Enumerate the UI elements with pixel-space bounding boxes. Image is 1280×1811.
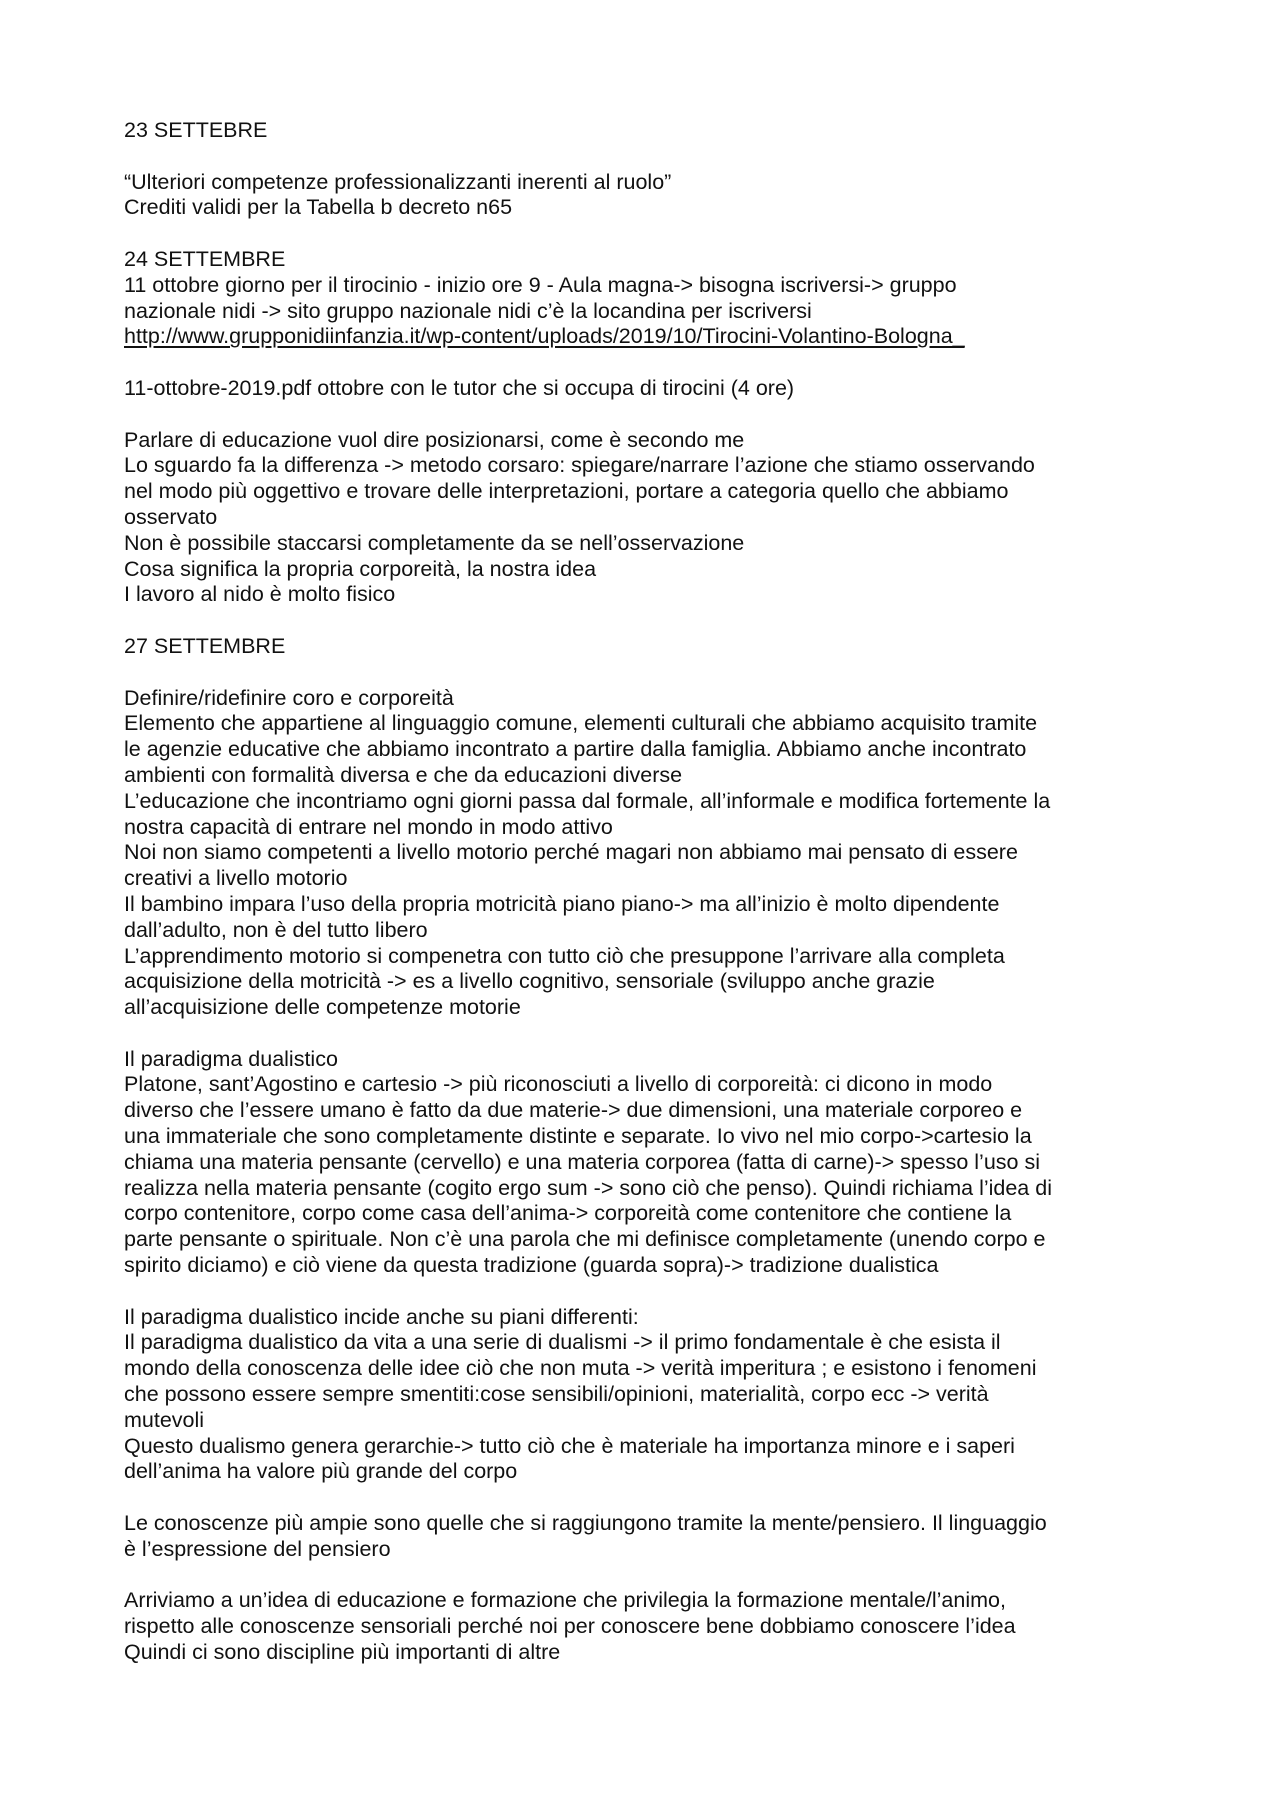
- text-line: Quindi ci sono discipline più importanti di altre: [124, 1640, 561, 1665]
- text-line: Il paradigma dualistico da vita a una serie di dualismi -> il primo fondamentale è che esista il: [124, 1330, 1001, 1355]
- blank-line: [124, 1021, 1184, 1047]
- text-line: Non è possibile staccarsi completamente da se nell’osservazione: [124, 530, 745, 555]
- text-line: ambienti con formalità diversa e che da educazioni diverse: [124, 762, 683, 787]
- text-line: diverso che l’essere umano è fatto da due materie-> due dimensioni, una materiale corporeo e: [124, 1098, 1023, 1123]
- blank-line: [124, 1485, 1184, 1511]
- blank-line: [124, 1279, 1184, 1305]
- text-line: Il bambino impara l’uso della propria motricità piano piano-> ma all’inizio è molto dipendente: [124, 891, 1000, 916]
- tirocinio-link[interactable]: http://www.grupponidiinfanzia.it/wp-content/uploads/2019/10/Tirocini-Volantino-Bologna_: [124, 324, 965, 349]
- text-line: Arriviamo a un’idea di educazione e formazione che privilegia la formazione mentale/l’animo,: [124, 1588, 1006, 1613]
- text-line: corpo contenitore, corpo come casa dell’anima-> corporeità come contenitore che contiene la: [124, 1201, 1012, 1226]
- text-line: Definire/ridefinire coro e corporeità: [124, 685, 454, 710]
- section-title: Il paradigma dualistico: [124, 1046, 338, 1071]
- heading-date: 27 SETTEMBRE: [124, 633, 286, 658]
- text-line: Il paradigma dualistico incide anche su piani differenti:: [124, 1304, 639, 1329]
- text-line: realizza nella materia pensante (cogito ergo sum -> sono ciò che penso). Quindi richiama l’idea di: [124, 1175, 1052, 1200]
- text-line: 11 ottobre giorno per il tirocinio - inizio ore 9 - Aula magna-> bisogna iscriversi-> gruppo: [124, 272, 957, 297]
- text-line: 11-ottobre-2019.pdf ottobre con le tutor che si occupa di tirocini (4 ore): [124, 375, 795, 400]
- text-line: nazionale nidi -> sito gruppo nazionale nidi c’è la locandina per iscriversi: [124, 298, 812, 323]
- blank-line: [124, 660, 1184, 686]
- text-line: Questo dualismo genera gerarchie-> tutto ciò che è materiale ha importanza minore e i saperi: [124, 1433, 1015, 1458]
- heading-date: 24 SETTEMBRE: [124, 246, 286, 271]
- text-line: mutevoli: [124, 1407, 205, 1432]
- text-line: creativi a livello motorio: [124, 866, 348, 891]
- blank-line: [124, 608, 1184, 634]
- text-line: L’apprendimento motorio si compenetra con tutto ciò che presuppone l’arrivare alla completa: [124, 943, 1005, 968]
- text-line: L’educazione che incontriamo ogni giorni passa dal formale, all’informale e modifica fortemente la: [124, 788, 1051, 813]
- blank-line: [124, 221, 1184, 247]
- text-line: all’acquisizione delle competenze motorie: [124, 995, 521, 1020]
- text-line: che possono essere sempre smentiti:cose sensibili/opinioni, materialità, corpo ecc -> verità: [124, 1382, 989, 1407]
- text-line: nel modo più oggettivo e trovare delle interpretazioni, portare a categoria quello che abbiamo: [124, 479, 1009, 504]
- text-line: nostra capacità di entrare nel mondo in modo attivo: [124, 814, 613, 839]
- heading-date: 23 SETTEBRE: [124, 118, 268, 142]
- text-line: dell’anima ha valore più grande del corpo: [124, 1459, 518, 1484]
- text-line: una immateriale che sono completamente distinte e separate. Io vivo nel mio corpo->cartesio la: [124, 1124, 1032, 1149]
- text-line: Lo sguardo fa la differenza -> metodo corsaro: spiegare/narrare l’azione che stiamo osservando: [124, 453, 1035, 478]
- text-line: dall’adulto, non è del tutto libero: [124, 917, 428, 942]
- text-line: Elemento che appartiene al linguaggio comune, elementi culturali che abbiamo acquisito tramite: [124, 711, 1038, 736]
- blank-line: [124, 402, 1184, 428]
- text-line: le agenzie educative che abbiamo incontrato a partire dalla famiglia. Abbiamo anche incontrato: [124, 737, 1027, 762]
- text-line: parte pensante o spirituale. Non c’è una parola che mi definisce completamente (unendo corpo e: [124, 1227, 1046, 1252]
- text-line: Parlare di educazione vuol dire posizionarsi, come è secondo me: [124, 427, 745, 452]
- blank-line: [124, 1563, 1184, 1589]
- text-line: I lavoro al nido è molto fisico: [124, 582, 396, 607]
- text-line: osservato: [124, 504, 218, 529]
- text-line: rispetto alle conoscenze sensoriali perché noi per conoscere bene dobbiamo conoscere l’idea: [124, 1614, 1016, 1639]
- text-line: Noi non siamo competenti a livello motorio perché magari non abbiamo mai pensato di essere: [124, 840, 1018, 865]
- text-line: chiama una materia pensante (cervello) e una materia corporea (fatta di carne)-> spesso l’uso si: [124, 1149, 1040, 1174]
- text-line: Crediti validi per la Tabella b decreto n65: [124, 195, 513, 220]
- text-line: Le conoscenze più ampie sono quelle che si raggiungono tramite la mente/pensiero. Il linguaggio: [124, 1511, 1047, 1536]
- text-line: è l’espressione del pensiero: [124, 1536, 391, 1561]
- text-line: mondo della conoscenza delle idee ciò che non muta -> verità imperitura ; e esistono i fenomeni: [124, 1356, 1037, 1381]
- text-line: acquisizione della motricità -> es a livello cognitivo, sensoriale (sviluppo anche grazie: [124, 969, 935, 994]
- blank-line: [124, 350, 1184, 376]
- document-body: [124, 118, 1184, 1666]
- text-line: Cosa significa la propria corporeità, la nostra idea: [124, 556, 597, 581]
- blank-line: [124, 144, 1184, 170]
- text-line: spirito diciamo) e ciò viene da questa tradizione (guarda sopra)-> tradizione dualistica: [124, 1253, 939, 1278]
- text-line: “Ulteriori competenze professionalizzanti inerenti al ruolo”: [124, 169, 672, 194]
- text-line: Platone, sant’Agostino e cartesio -> più riconosciuti a livello di corporeità: ci dicono in modo: [124, 1072, 993, 1097]
